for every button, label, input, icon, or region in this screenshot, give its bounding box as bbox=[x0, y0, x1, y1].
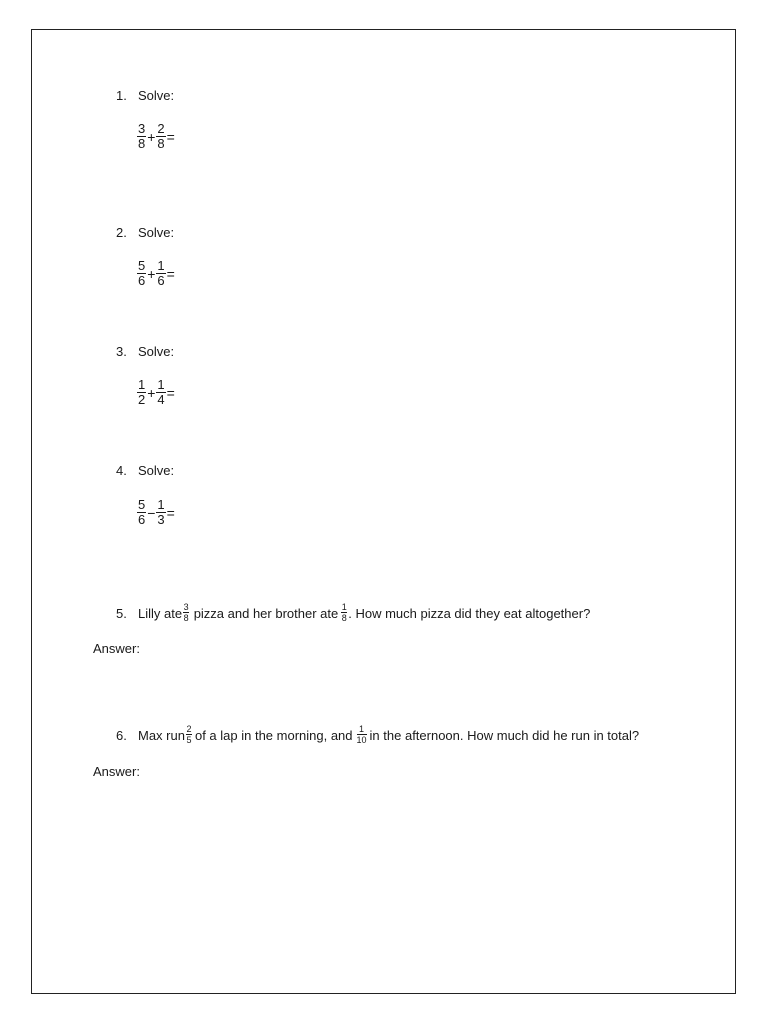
question-number: 3. bbox=[116, 344, 127, 359]
fraction bbox=[156, 122, 165, 151]
fraction bbox=[137, 378, 146, 407]
question-number: 2. bbox=[116, 225, 127, 240]
question-label: Solve: bbox=[138, 463, 175, 478]
denominator: 10 bbox=[356, 735, 367, 745]
numerator: 1 bbox=[138, 377, 146, 392]
fraction bbox=[137, 498, 146, 527]
inline-fraction bbox=[186, 724, 192, 745]
denominator: 3 bbox=[157, 512, 165, 527]
question-2-heading bbox=[116, 225, 174, 241]
inline-fraction bbox=[183, 602, 189, 623]
question-label: Solve: bbox=[138, 344, 175, 359]
question-1-equation bbox=[137, 122, 176, 151]
equals-sign: = bbox=[166, 384, 175, 401]
question-label: Solve: bbox=[138, 88, 175, 103]
fraction bbox=[156, 498, 165, 527]
problem-text: pizza and her brother ate bbox=[190, 606, 339, 621]
numerator: 5 bbox=[138, 258, 146, 273]
numerator: 1 bbox=[157, 377, 165, 392]
question-1-heading bbox=[116, 88, 174, 104]
equals-sign: = bbox=[166, 504, 175, 521]
equals-sign: = bbox=[166, 265, 175, 282]
numerator: 1 bbox=[157, 497, 165, 512]
operator: + bbox=[147, 384, 156, 401]
inline-fraction bbox=[357, 724, 367, 745]
answer-label-5: Answer: bbox=[93, 641, 140, 656]
question-3-heading bbox=[116, 344, 174, 360]
question-number: 5. bbox=[116, 606, 127, 621]
word-problem-5 bbox=[116, 603, 590, 624]
fraction bbox=[156, 259, 165, 288]
numerator: 3 bbox=[183, 602, 189, 612]
question-label: Solve: bbox=[138, 225, 175, 240]
operator: + bbox=[147, 128, 156, 145]
question-4-heading bbox=[116, 463, 174, 479]
problem-text: of a lap in the morning, and bbox=[194, 728, 353, 743]
inline-fraction bbox=[341, 602, 347, 623]
problem-text: Lilly ate bbox=[138, 606, 183, 621]
word-problem-6 bbox=[116, 725, 639, 746]
denominator: 5 bbox=[186, 735, 192, 745]
answer-label-6: Answer: bbox=[93, 764, 140, 779]
numerator: 3 bbox=[138, 121, 146, 136]
numerator: 1 bbox=[157, 258, 165, 273]
denominator: 8 bbox=[138, 136, 146, 151]
operator: − bbox=[147, 504, 156, 521]
denominator: 4 bbox=[157, 392, 165, 407]
denominator: 6 bbox=[138, 512, 146, 527]
question-number: 6. bbox=[116, 728, 127, 743]
question-4-equation bbox=[137, 498, 176, 527]
fraction bbox=[137, 122, 146, 151]
question-number: 1. bbox=[116, 88, 127, 103]
denominator: 8 bbox=[183, 613, 189, 623]
denominator: 8 bbox=[157, 136, 165, 151]
denominator: 6 bbox=[138, 273, 146, 288]
problem-text: in the afternoon. How much did he run in total? bbox=[369, 728, 640, 743]
denominator: 2 bbox=[138, 392, 146, 407]
fraction bbox=[156, 378, 165, 407]
numerator: 1 bbox=[341, 602, 347, 612]
equals-sign: = bbox=[166, 128, 175, 145]
problem-text: . How much pizza did they eat altogether? bbox=[348, 606, 591, 621]
question-3-equation bbox=[137, 378, 176, 407]
denominator: 6 bbox=[157, 273, 165, 288]
denominator: 8 bbox=[341, 613, 347, 623]
numerator: 2 bbox=[157, 121, 165, 136]
operator: + bbox=[147, 265, 156, 282]
question-number: 4. bbox=[116, 463, 127, 478]
numerator: 2 bbox=[186, 724, 192, 734]
problem-text: Max run bbox=[138, 728, 185, 743]
numerator: 5 bbox=[138, 497, 146, 512]
numerator: 1 bbox=[359, 724, 365, 734]
fraction bbox=[137, 259, 146, 288]
question-2-equation bbox=[137, 259, 176, 288]
